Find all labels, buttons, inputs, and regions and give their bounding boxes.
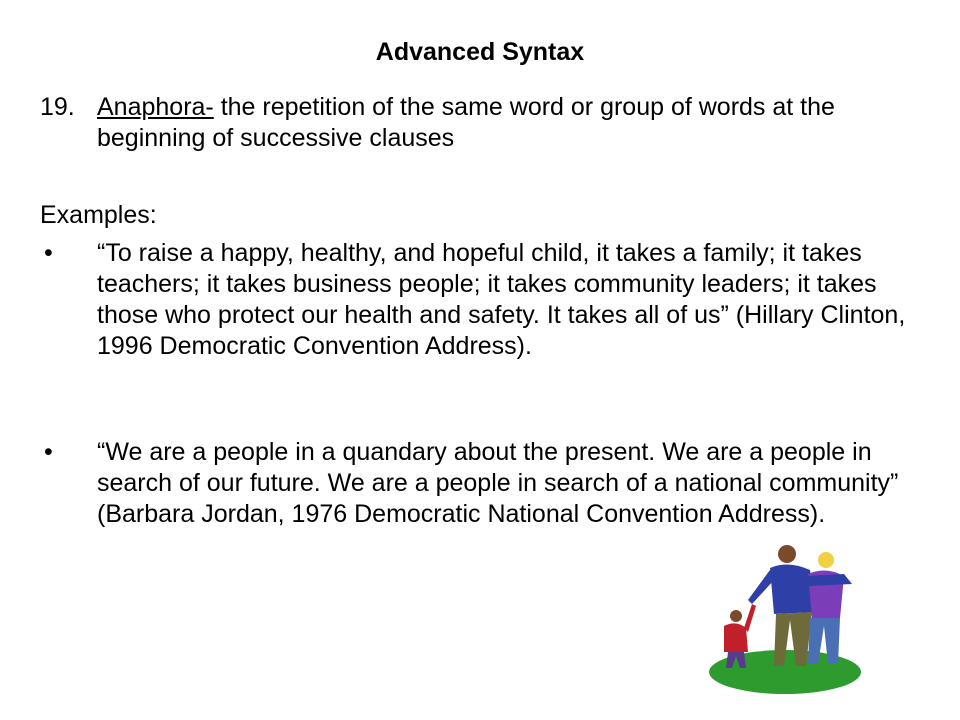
term-anaphora: Anaphora- — [97, 93, 214, 121]
item-number: 19. — [40, 93, 75, 121]
term-definition: the repetition of the same word or group of words at the beginning of successive clauses — [97, 93, 835, 152]
examples-label: Examples: — [40, 201, 157, 229]
slide-title: Advanced Syntax — [375, 38, 585, 66]
numbered-item — [40, 92, 920, 154]
bullet-text: “We are a people in a quandary about the present. We are a people in search of our future. We are a people in search of a national community” (Barbara Jordan, 1976 Democratic National Convention Address). — [97, 438, 899, 528]
bullet-marker: • — [44, 438, 53, 466]
bullet-item — [40, 437, 920, 530]
bullet-item — [40, 238, 920, 362]
item-body — [97, 92, 920, 154]
bullet-marker: • — [44, 239, 53, 267]
family-walking-icon — [700, 540, 870, 700]
bullet-text: “To raise a happy, healthy, and hopeful child, it takes a family; it takes teachers; it takes business people; it takes community leaders; it takes those who protect our health and safety. It takes all of us” (Hillary Clinton, 1996 Democratic Convention Address). — [97, 239, 906, 360]
